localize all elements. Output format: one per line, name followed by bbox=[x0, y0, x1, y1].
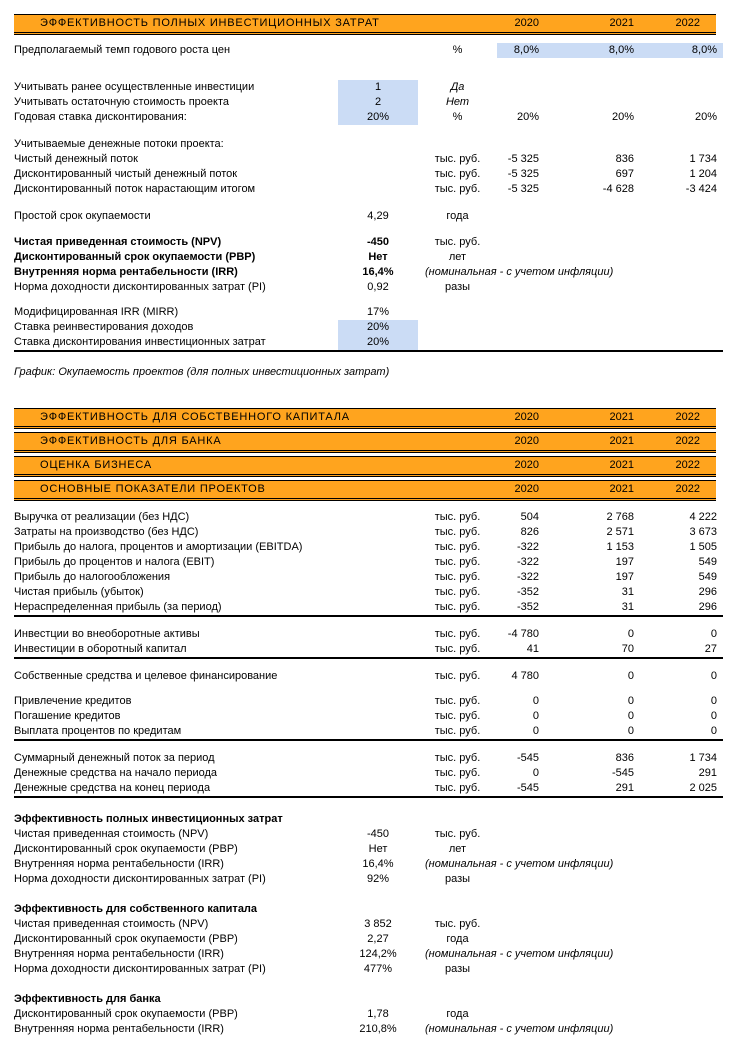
input-cell[interactable]: 20% bbox=[338, 335, 418, 350]
cell-2020: 0 bbox=[532, 695, 539, 707]
cell-2020: -4 780 bbox=[507, 628, 539, 640]
table-row bbox=[14, 1022, 723, 1037]
section-title: ЭФФЕКТИВНОСТЬ ДЛЯ БАНКА bbox=[40, 435, 222, 447]
cell-2022: 27 bbox=[704, 643, 717, 655]
unit-cell: разы bbox=[444, 281, 471, 293]
row-label: Затраты на производство (без НДС) bbox=[14, 526, 199, 538]
row-label: Чистая приведенная стоимость (NPV) bbox=[14, 828, 209, 840]
value-cell: 2,27 bbox=[367, 933, 389, 945]
cell-2022: 3 673 bbox=[689, 526, 717, 538]
table-row bbox=[14, 265, 723, 280]
unit-cell: тыс. руб. bbox=[434, 571, 481, 583]
table-row bbox=[14, 510, 723, 525]
value-cell: 16,4% bbox=[362, 266, 394, 278]
input-cell-2020[interactable]: 8,0% bbox=[497, 43, 545, 58]
value-cell: 0,92 bbox=[367, 281, 389, 293]
table-row bbox=[14, 280, 723, 295]
cell-2020: -545 bbox=[516, 752, 539, 764]
input-cell[interactable]: 2 bbox=[338, 95, 418, 110]
table-row bbox=[14, 305, 723, 320]
unit-cell: тыс. руб. bbox=[434, 828, 481, 840]
row-label: Прибыль до процентов и налога (EBIT) bbox=[14, 556, 215, 568]
row-label: Денежные средства на начало периода bbox=[14, 767, 218, 779]
cell-2020: 4 780 bbox=[511, 670, 539, 682]
row-label: Денежные средства на конец периода bbox=[14, 782, 211, 794]
unit-cell: лет bbox=[448, 843, 467, 855]
cell-2021: -4 628 bbox=[602, 183, 634, 195]
unit-cell: тыс. руб. bbox=[434, 725, 481, 737]
table-row bbox=[14, 781, 723, 798]
row-label: Инвестции во внеоборотные активы bbox=[14, 628, 200, 640]
section-efficiency-total-investment bbox=[14, 14, 716, 35]
row-label: Учитываемые денежные потоки проекта: bbox=[14, 138, 224, 150]
unit-cell: тыс. руб. bbox=[434, 752, 481, 764]
cell-2022: 549 bbox=[698, 556, 717, 568]
cell-2021: -545 bbox=[611, 767, 634, 779]
table-row bbox=[14, 80, 723, 95]
table-row bbox=[14, 917, 723, 932]
cell-2020: -545 bbox=[516, 782, 539, 794]
year-header-2021: 2021 bbox=[609, 459, 634, 471]
table-row bbox=[14, 766, 723, 781]
spacer bbox=[14, 741, 723, 751]
value-cell: Нет bbox=[368, 843, 388, 855]
row-label: Ставка реинвестирования доходов bbox=[14, 321, 194, 333]
table-row bbox=[14, 627, 723, 642]
row-label: Внутренняя норма рентабельности (IRR) bbox=[14, 858, 224, 870]
row-label: Нераспределенная прибыль (за период) bbox=[14, 601, 222, 613]
cell-2020: -322 bbox=[516, 541, 539, 553]
cell-2021: 70 bbox=[621, 643, 634, 655]
row-label: Дисконтированный срок окупаемости (PBP) bbox=[14, 251, 256, 263]
unit-cell: тыс. руб. bbox=[434, 586, 481, 598]
year-header-2022: 2022 bbox=[675, 411, 700, 423]
row-label: Чистая приведенная стоимость (NPV) bbox=[14, 236, 222, 248]
cell-2022: 1 204 bbox=[689, 168, 717, 180]
cell-2020: -352 bbox=[516, 601, 539, 613]
year-header-2020: 2020 bbox=[514, 435, 539, 447]
cell-2021: 697 bbox=[615, 168, 634, 180]
cell-2022: -3 424 bbox=[685, 183, 717, 195]
unit-cell: % bbox=[452, 111, 463, 123]
section-business-valuation bbox=[14, 456, 716, 477]
cell-2021: 2 768 bbox=[606, 511, 634, 523]
unit-cell: тыс. руб. bbox=[434, 183, 481, 195]
cell-2020: -5 325 bbox=[507, 183, 539, 195]
spacer bbox=[14, 224, 723, 235]
unit-cell: Нет bbox=[445, 96, 470, 108]
unit-cell: тыс. руб. bbox=[434, 670, 481, 682]
value-cell: 1,78 bbox=[367, 1008, 389, 1020]
table-row bbox=[14, 642, 723, 659]
year-header-2020: 2020 bbox=[514, 17, 539, 29]
row-label: Годовая ставка дисконтирования: bbox=[14, 111, 187, 123]
year-header-2022: 2022 bbox=[675, 459, 700, 471]
cell-2020: -5 325 bbox=[507, 153, 539, 165]
spacer bbox=[14, 887, 723, 902]
cell-2022: 549 bbox=[698, 571, 717, 583]
subsection-title: Эффективность для собственного капитала bbox=[14, 903, 258, 915]
row-label: Прибыль до налогообложения bbox=[14, 571, 171, 583]
input-cell[interactable]: 20% bbox=[338, 110, 418, 125]
value-cell: 4,29 bbox=[367, 210, 389, 222]
cell-2022: 0 bbox=[710, 670, 717, 682]
cell-2021: 836 bbox=[615, 153, 634, 165]
cell-2021: 31 bbox=[621, 601, 634, 613]
row-label: Дисконтированный срок окупаемости (PBP) bbox=[14, 933, 238, 945]
table-row bbox=[14, 600, 723, 617]
row-label: Норма доходности дисконтированных затрат (PI) bbox=[14, 963, 266, 975]
section-efficiency-total-investment-bar bbox=[14, 14, 716, 33]
unit-cell: тыс. руб. bbox=[434, 541, 481, 553]
cell-2020: 41 bbox=[526, 643, 539, 655]
row-label: Дисконтированный срок окупаемости (PBP) bbox=[14, 843, 238, 855]
row-label: Чистая приведенная стоимость (NPV) bbox=[14, 918, 209, 930]
section-efficiency-bank-bar bbox=[14, 432, 716, 451]
table-row bbox=[14, 235, 723, 250]
unit-cell: тыс. руб. bbox=[434, 782, 481, 794]
row-label: Инвестиции в оборотный капитал bbox=[14, 643, 187, 655]
row-label: Привлечение кредитов bbox=[14, 695, 132, 707]
cell-2021: 0 bbox=[627, 710, 634, 722]
table-row bbox=[14, 962, 723, 977]
row-label: Выручка от реализации (без НДС) bbox=[14, 511, 190, 523]
row-label: Внутренняя норма рентабельности (IRR) bbox=[14, 266, 238, 278]
cell-2022: 1 734 bbox=[689, 153, 717, 165]
unit-cell: тыс. руб. bbox=[434, 643, 481, 655]
cell-2021: 0 bbox=[627, 670, 634, 682]
section-business-valuation-bar bbox=[14, 456, 716, 475]
table-row bbox=[14, 585, 723, 600]
note-cell: (номинальная - с учетом инфляции) bbox=[425, 858, 614, 870]
cell-2022: 1 505 bbox=[689, 541, 717, 553]
unit-cell: тыс. руб. bbox=[434, 918, 481, 930]
cell-2022: 296 bbox=[698, 586, 717, 598]
section-key-project-indicators-bar bbox=[14, 480, 716, 499]
year-header-2022: 2022 bbox=[675, 483, 700, 495]
table-row bbox=[14, 947, 723, 962]
note-cell: (номинальная - с учетом инфляции) bbox=[425, 1023, 614, 1035]
input-cell-2022[interactable]: 8,0% bbox=[640, 43, 723, 58]
value-cell: 17% bbox=[366, 306, 390, 318]
section-efficiency-bank bbox=[14, 432, 716, 453]
cell-2022: 0 bbox=[710, 710, 717, 722]
cell-2021: 20% bbox=[611, 111, 634, 123]
table-row bbox=[14, 525, 723, 540]
cell-2021: 836 bbox=[615, 752, 634, 764]
table-row bbox=[14, 857, 723, 872]
spacer bbox=[14, 617, 723, 627]
row-label: Дисконтированный чистый денежный поток bbox=[14, 168, 238, 180]
unit-cell: года bbox=[446, 210, 469, 222]
row-label: Учитывать остаточную стоимость проекта bbox=[14, 96, 229, 108]
row-label: Прибыль до налога, процентов и амортизации (EBITDA) bbox=[14, 541, 303, 553]
section-title: ОСНОВНЫЕ ПОКАЗАТЕЛИ ПРОЕКТОВ bbox=[40, 483, 266, 495]
spacer bbox=[14, 295, 723, 305]
cell-2021: 291 bbox=[615, 782, 634, 794]
section-efficiency-equity-bar bbox=[14, 408, 716, 427]
cell-2020: -352 bbox=[516, 586, 539, 598]
subsection-title: Эффективность полных инвестиционных затрат bbox=[14, 813, 283, 825]
spacer bbox=[14, 58, 723, 80]
value-cell: 477% bbox=[363, 963, 393, 975]
table-row bbox=[14, 555, 723, 570]
unit-cell: года bbox=[446, 933, 469, 945]
cell-2020: 504 bbox=[520, 511, 539, 523]
input-cell[interactable]: 20% bbox=[338, 320, 418, 335]
table-row bbox=[14, 872, 723, 887]
table-row bbox=[14, 827, 723, 842]
spacer bbox=[14, 352, 723, 365]
unit-cell: года bbox=[446, 1008, 469, 1020]
year-header-2022: 2022 bbox=[675, 435, 700, 447]
cell-2021: 31 bbox=[621, 586, 634, 598]
year-header-2020: 2020 bbox=[514, 483, 539, 495]
table-row bbox=[14, 751, 723, 766]
cell-2020: 826 bbox=[520, 526, 539, 538]
chart-caption: График: Окупаемость проектов (для полных инвестиционных затрат) bbox=[14, 366, 390, 378]
value-cell: -450 bbox=[366, 236, 390, 248]
row-label: Учитывать ранее осуществленные инвестиции bbox=[14, 81, 255, 93]
table-row bbox=[14, 932, 723, 947]
table-row bbox=[14, 167, 723, 182]
row-label: Выплата процентов по кредитам bbox=[14, 725, 182, 737]
table-row bbox=[14, 1007, 723, 1022]
row-label: Чистый денежный поток bbox=[14, 153, 138, 165]
section-title: ЭФФЕКТИВНОСТЬ ПОЛНЫХ ИНВЕСТИЦИОННЫХ ЗАТРАТ bbox=[40, 17, 380, 29]
table-row bbox=[14, 669, 723, 684]
spacer bbox=[14, 125, 723, 137]
row-label: Внутренняя норма рентабельности (IRR) bbox=[14, 948, 224, 960]
table-row bbox=[14, 842, 723, 857]
cell-2021: 197 bbox=[615, 571, 634, 583]
year-header-2021: 2021 bbox=[609, 483, 634, 495]
unit-cell: тыс. руб. bbox=[434, 767, 481, 779]
table-row bbox=[14, 110, 723, 125]
table-row bbox=[14, 709, 723, 724]
table-row bbox=[14, 250, 723, 265]
cell-2020: 0 bbox=[532, 710, 539, 722]
unit-cell: тыс. руб. bbox=[434, 710, 481, 722]
note-cell: (номинальная - с учетом инфляции) bbox=[425, 948, 614, 960]
unit-cell: тыс. руб. bbox=[434, 153, 481, 165]
unit-cell: разы bbox=[444, 963, 471, 975]
row-label: Дисконтированный поток нарастающим итогом bbox=[14, 183, 256, 195]
value-cell: Нет bbox=[368, 251, 388, 263]
cell-2022: 0 bbox=[710, 695, 717, 707]
value-cell: -450 bbox=[366, 828, 390, 840]
table-row bbox=[14, 95, 723, 110]
row-label: Собственные средства и целевое финансирование bbox=[14, 670, 278, 682]
row-label: Норма доходности дисконтированных затрат (PI) bbox=[14, 281, 266, 293]
unit-cell: % bbox=[452, 44, 463, 56]
cell-2022: 0 bbox=[710, 725, 717, 737]
table-row bbox=[14, 209, 723, 224]
cell-2020: -5 325 bbox=[507, 168, 539, 180]
value-cell: 3 852 bbox=[364, 918, 392, 930]
cell-2021: 1 153 bbox=[606, 541, 634, 553]
note-cell: (номинальная - с учетом инфляции) bbox=[425, 266, 614, 278]
cell-2022: 20% bbox=[694, 111, 717, 123]
table-row bbox=[14, 335, 723, 352]
table-row bbox=[14, 320, 723, 335]
section-efficiency-equity bbox=[14, 408, 716, 429]
unit-cell: Да bbox=[450, 81, 465, 93]
spacer bbox=[14, 659, 723, 669]
row-label: Внутренняя норма рентабельности (IRR) bbox=[14, 1023, 224, 1035]
value-cell: 16,4% bbox=[362, 858, 394, 870]
row-label: Дисконтированный срок окупаемости (PBP) bbox=[14, 1008, 238, 1020]
table-row bbox=[14, 137, 723, 152]
row-label: Чистая прибыль (убыток) bbox=[14, 586, 144, 598]
unit-cell: лет bbox=[448, 251, 467, 263]
year-header-2021: 2021 bbox=[609, 17, 634, 29]
cell-2020: 0 bbox=[532, 767, 539, 779]
cell-2020: -322 bbox=[516, 571, 539, 583]
section-title: ЭФФЕКТИВНОСТЬ ДЛЯ СОБСТВЕННОГО КАПИТАЛА bbox=[40, 411, 350, 423]
row-label: Суммарный денежный поток за период bbox=[14, 752, 215, 764]
unit-cell: тыс. руб. bbox=[434, 168, 481, 180]
cell-2022: 1 734 bbox=[689, 752, 717, 764]
unit-cell: тыс. руб. bbox=[434, 556, 481, 568]
table-row bbox=[14, 570, 723, 585]
cell-2022: 291 bbox=[698, 767, 717, 779]
cell-2021: 2 571 bbox=[606, 526, 634, 538]
unit-cell: тыс. руб. bbox=[434, 511, 481, 523]
value-cell: 124,2% bbox=[359, 948, 397, 960]
year-header-2021: 2021 bbox=[609, 411, 634, 423]
row-label: Модифицированная IRR (MIRR) bbox=[14, 306, 179, 318]
section-title: ОЦЕНКА БИЗНЕСА bbox=[40, 459, 153, 471]
unit-cell: тыс. руб. bbox=[434, 628, 481, 640]
spacer bbox=[14, 977, 723, 992]
input-cell-2021[interactable]: 8,0% bbox=[545, 43, 640, 58]
cell-2021: 0 bbox=[627, 628, 634, 640]
spacer bbox=[14, 380, 723, 408]
table-row bbox=[14, 724, 723, 741]
cell-2021: 0 bbox=[627, 725, 634, 737]
table-row bbox=[14, 182, 723, 197]
row-label: Предполагаемый темп годового роста цен bbox=[14, 44, 231, 56]
year-header-2020: 2020 bbox=[514, 459, 539, 471]
row-label: Норма доходности дисконтированных затрат (PI) bbox=[14, 873, 266, 885]
input-cell[interactable]: 1 bbox=[338, 80, 418, 95]
cell-2020: 20% bbox=[516, 111, 539, 123]
spacer bbox=[14, 684, 723, 694]
table-row bbox=[14, 152, 723, 167]
section-key-project-indicators bbox=[14, 480, 716, 501]
table-row bbox=[14, 540, 723, 555]
cell-2022: 296 bbox=[698, 601, 717, 613]
unit-cell: тыс. руб. bbox=[434, 236, 481, 248]
table-row bbox=[14, 43, 723, 58]
cell-2020: -322 bbox=[516, 556, 539, 568]
value-cell: 92% bbox=[366, 873, 390, 885]
spacer bbox=[14, 798, 723, 812]
cell-2022: 4 222 bbox=[689, 511, 717, 523]
spacer bbox=[14, 501, 723, 510]
cell-2020: 0 bbox=[532, 725, 539, 737]
cell-2022: 0 bbox=[710, 628, 717, 640]
year-header-2020: 2020 bbox=[514, 411, 539, 423]
year-header-2021: 2021 bbox=[609, 435, 634, 447]
cell-2021: 0 bbox=[627, 695, 634, 707]
spacer bbox=[14, 197, 723, 209]
unit-cell: тыс. руб. bbox=[434, 695, 481, 707]
year-header-2022: 2022 bbox=[675, 17, 700, 29]
cell-2022: 2 025 bbox=[689, 782, 717, 794]
unit-cell: тыс. руб. bbox=[434, 526, 481, 538]
value-cell: 210,8% bbox=[359, 1023, 397, 1035]
table-row bbox=[14, 694, 723, 709]
unit-cell: тыс. руб. bbox=[434, 601, 481, 613]
unit-cell: разы bbox=[444, 873, 471, 885]
spacer bbox=[14, 35, 723, 43]
row-label: Простой срок окупаемости bbox=[14, 210, 151, 222]
cell-2021: 197 bbox=[615, 556, 634, 568]
subsection-title: Эффективность для банка bbox=[14, 993, 161, 1005]
row-label: Погашение кредитов bbox=[14, 710, 121, 722]
row-label: Ставка дисконтирования инвестиционных затрат bbox=[14, 336, 266, 348]
